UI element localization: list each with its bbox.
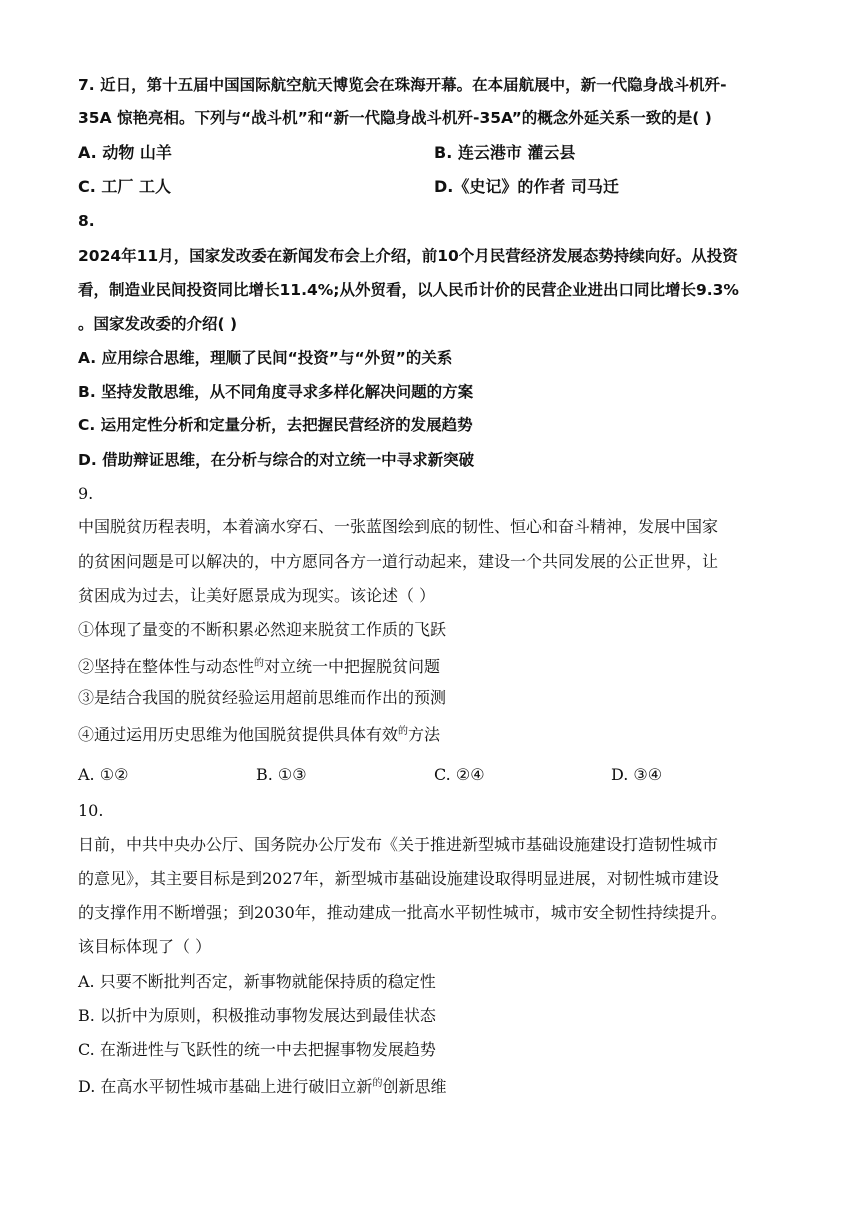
q10-stem-line-2: 的意见》，其主要目标是到2027年，新型城市基础设施建设取得明显进展，对韧性城市建设 xyxy=(78,869,719,888)
q9-statement-1: ①体现了量变的不断积累必然迎来脱贫工作质的飞跃 xyxy=(78,620,447,639)
q9-statement-4-part-b: 方法 xyxy=(408,725,441,744)
q10-option-d-part-b: 创新思维 xyxy=(382,1077,447,1096)
q8-option-c: C. 运用定性分析和定量分析，去把握民营经济的发展趋势 xyxy=(78,416,473,434)
q10-option-d-part-a: D. 在高水平韧性城市基础上进行破旧立新 xyxy=(78,1077,373,1096)
q10-option-d xyxy=(78,1073,798,1098)
q10-option-b: B. 以折中为原则，积极推动事物发展达到最佳状态 xyxy=(78,1006,436,1025)
q9-option-c: C. ②④ xyxy=(434,765,485,784)
q9-stem-line-1: 中国脱贫历程表明，本着滴水穿石、一张蓝图绘到底的韧性、恒心和奋斗精神，发展中国家 xyxy=(78,517,719,536)
q9-option-b: B. ①③ xyxy=(256,765,307,784)
q10-stem-line-4: 该目标体现了（ ） xyxy=(78,937,212,956)
q7-stem-line-1: 7. 近日，第十五届中国国际航空航天博览会在珠海开幕。在本届航展中，新一代隐身战斗机歼- xyxy=(78,76,727,94)
q9-statement-3: ③是结合我国的脱贫经验运用超前思维而作出的预测 xyxy=(78,688,447,707)
q8-stem-line-1: 2024年11月，国家发改委在新闻发布会上介绍，前10个月民营经济发展态势持续向好。从投资 xyxy=(78,247,738,265)
q7-option-d: D.《史记》的作者 司马迁 xyxy=(434,177,619,196)
q9-statement-2-superscript: 的 xyxy=(254,658,265,669)
q9-statement-4-superscript: 的 xyxy=(398,726,409,737)
q10-stem-line-3: 的支撑作用不断增强；到2030年，推动建成一批高水平韧性城市，城市安全韧性持续提升。 xyxy=(78,903,727,922)
q7-option-b: B. 连云港市 灌云县 xyxy=(434,143,576,162)
q9-number: 9. xyxy=(78,484,94,503)
q10-option-c: C. 在渐进性与飞跃性的统一中去把握事物发展趋势 xyxy=(78,1040,436,1059)
q10-option-d-superscript: 的 xyxy=(372,1078,383,1089)
q9-option-a: A. ①② xyxy=(78,765,129,784)
q9-statement-4 xyxy=(78,721,798,746)
q9-stem-line-3: 贫困成为过去，让美好愿景成为现实。该论述（ ） xyxy=(78,586,436,605)
q7-stem-line-2: 35A 惊艳亮相。下列与“战斗机”和“新一代隐身战斗机歼-35A”的概念外延关系一致的是( ) xyxy=(78,109,712,127)
q8-stem-line-2: 看，制造业民间投资同比增长11.4%;从外贸看，以人民币计价的民营企业进出口同比增长9.3% xyxy=(78,281,739,299)
q10-number: 10. xyxy=(78,801,104,820)
q9-statement-2 xyxy=(78,653,798,678)
q9-statement-2-part-a: ②坚持在整体性与动态性 xyxy=(78,657,255,676)
q8-option-d: D. 借助辩证思维，在分析与综合的对立统一中寻求新突破 xyxy=(78,451,475,469)
q9-statement-2-part-b: 对立统一中把握脱贫问题 xyxy=(264,657,441,676)
q9-option-d: D. ③④ xyxy=(611,765,663,784)
q9-stem-line-2: 的贫困问题是可以解决的，中方愿同各方一道行动起来，建设一个共同发展的公正世界，让 xyxy=(78,552,719,571)
q7-option-a: A. 动物 山羊 xyxy=(78,143,172,162)
q8-stem-line-3: 。国家发改委的介绍( ) xyxy=(78,315,238,333)
q10-option-a: A. 只要不断批判否定，新事物就能保持质的稳定性 xyxy=(78,972,436,991)
q8-option-b: B. 坚持发散思维，从不同角度寻求多样化解决问题的方案 xyxy=(78,383,474,401)
q7-option-c: C. 工厂 工人 xyxy=(78,177,171,196)
q10-stem-line-1: 日前，中共中央办公厅、国务院办公厅发布《关于推进新型城市基础设施建设打造韧性城市 xyxy=(78,835,719,854)
q9-statement-4-part-a: ④通过运用历史思维为他国脱贫提供具体有效 xyxy=(78,725,399,744)
q8-number: 8. xyxy=(78,212,95,230)
q8-option-a: A. 应用综合思维，理顺了民间“投资”与“外贸”的关系 xyxy=(78,349,453,367)
